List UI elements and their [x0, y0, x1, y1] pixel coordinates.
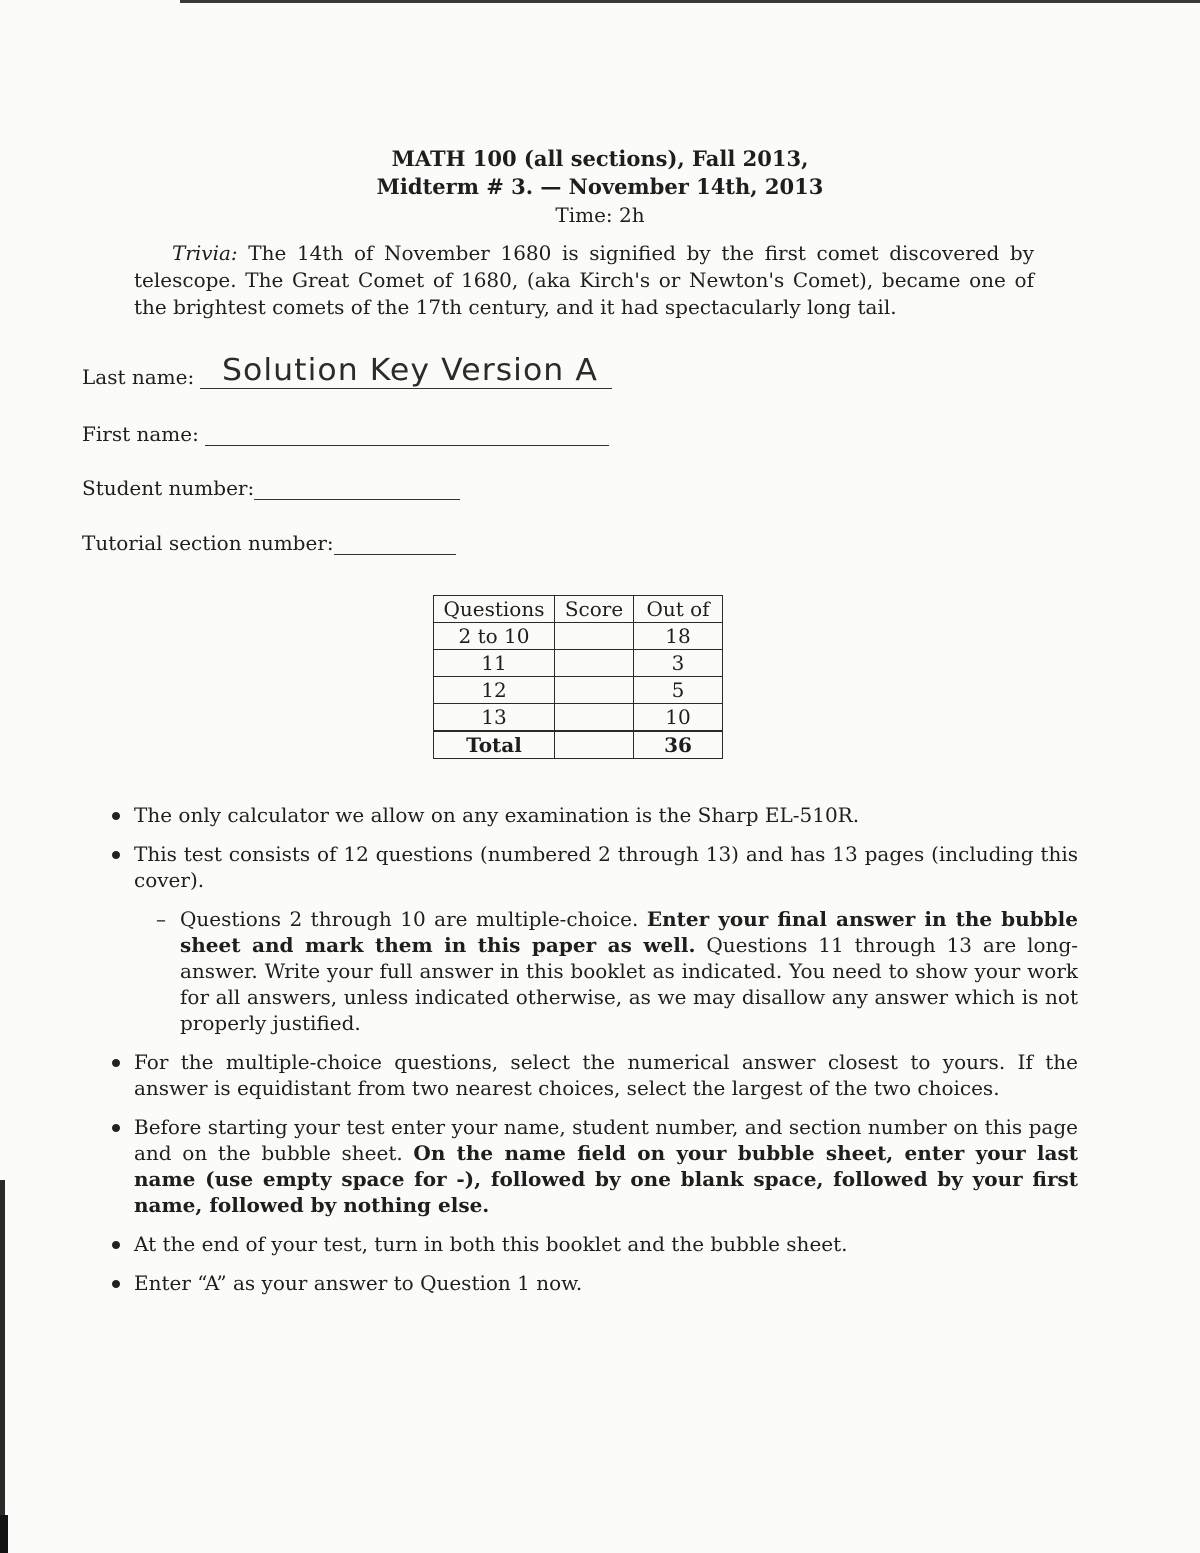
row-out-of: 10	[634, 704, 723, 732]
last-name-label: Last name:	[82, 365, 195, 389]
list-item	[108, 1114, 1078, 1218]
header-questions: Questions	[434, 596, 555, 623]
student-number-field	[82, 476, 460, 500]
row-score	[555, 704, 634, 732]
first-name-label: First name:	[82, 422, 199, 446]
row-score	[555, 623, 634, 650]
trivia-text: The 14th of November 1680 is signified by the first comet discovered by telescope. The Great Comet of 1680, (aka Kirch's or Newton's Comet), became one of the brightest comets of the 17th century, and it had spectacularly long tail.	[134, 241, 1034, 319]
table-row	[434, 704, 723, 732]
list-item	[108, 1049, 1078, 1101]
trivia-paragraph	[134, 240, 1034, 321]
bullet-icon	[112, 1241, 120, 1249]
bullet-icon	[112, 851, 120, 859]
sub-list-item	[134, 906, 1078, 1036]
instruction-calculator: The only calculator we allow on any examination is the Sharp EL-510R.	[134, 803, 860, 827]
instruction-turn-in: At the end of your test, turn in both this booklet and the bubble sheet.	[134, 1232, 848, 1256]
instruction-mc-a: Questions 2 through 10 are multiple-choice.	[180, 907, 647, 931]
instruction-name-a: Before starting your test enter your name, student number, and section number on this page and on the bubble sheet.	[134, 1115, 1078, 1165]
left-scan-mark	[0, 1515, 8, 1553]
first-name-field	[82, 422, 609, 446]
instructions-list	[108, 802, 1078, 1309]
table-row	[434, 623, 723, 650]
instruction-numerical-answer: For the multiple-choice questions, select the numerical answer closest to yours. If the answer is equidistant from two nearest choices, select the largest of the two choices.	[134, 1050, 1078, 1100]
row-questions: 2 to 10	[434, 623, 555, 650]
row-score	[555, 677, 634, 704]
row-questions: 12	[434, 677, 555, 704]
bullet-icon	[112, 812, 120, 820]
midterm-title: Midterm # 3. — November 14th, 2013	[376, 174, 824, 199]
tutorial-section-line[interactable]	[334, 532, 456, 555]
top-scan-rule	[180, 0, 1200, 3]
list-item	[108, 802, 1078, 828]
last-name-handwritten: Solution Key Version A	[222, 353, 599, 388]
header-score: Score	[555, 596, 634, 623]
bullet-icon	[112, 1124, 120, 1132]
total-label: Total	[434, 731, 555, 759]
first-name-line[interactable]	[205, 423, 609, 446]
dash-icon: –	[156, 907, 166, 931]
tutorial-section-field	[82, 531, 456, 555]
header-out-of: Out of	[634, 596, 723, 623]
score-table-header	[434, 596, 723, 623]
row-questions: 11	[434, 650, 555, 677]
student-number-line[interactable]	[254, 477, 460, 500]
last-name-field	[82, 353, 612, 389]
list-item	[108, 1270, 1078, 1296]
bullet-icon	[112, 1280, 120, 1288]
total-row	[434, 731, 723, 759]
total-score	[555, 731, 634, 759]
table-row	[434, 677, 723, 704]
list-item	[108, 841, 1078, 1036]
left-scan-edge	[0, 1180, 5, 1553]
last-name-line[interactable]	[200, 353, 612, 389]
score-table	[433, 595, 723, 759]
exam-header	[0, 145, 1200, 229]
instruction-test-structure: This test consists of 12 questions (numbered 2 through 13) and has 13 pages (including this cover).	[134, 842, 1078, 892]
time-limit: Time: 2h	[555, 203, 645, 227]
course-title: MATH 100 (all sections), Fall 2013,	[391, 146, 809, 171]
list-item	[108, 1231, 1078, 1257]
instruction-mc-bold: Enter your final answer in the bubble sheet and mark them in this paper as well.	[180, 907, 1078, 957]
trivia-label: Trivia:	[172, 241, 238, 265]
total-out-of: 36	[634, 731, 723, 759]
row-out-of: 5	[634, 677, 723, 704]
table-row	[434, 650, 723, 677]
row-out-of: 18	[634, 623, 723, 650]
row-score	[555, 650, 634, 677]
instruction-question-1: Enter “A” as your answer to Question 1 now.	[134, 1271, 583, 1295]
student-number-label: Student number:	[82, 476, 255, 500]
row-questions: 13	[434, 704, 555, 732]
bullet-icon	[112, 1059, 120, 1067]
instruction-name-bold: On the name field on your bubble sheet, enter your last name (use empty space for -), followed by one blank space, followed by your first name, followed by nothing else.	[134, 1141, 1078, 1217]
row-out-of: 3	[634, 650, 723, 677]
instruction-mc-b: Questions 11 through 13 are long-answer. Write your full answer in this booklet as indicated. You need to show your work for all answers, unless indicated otherwise, as we may disallow any answer which is not properly justified.	[180, 933, 1079, 1035]
tutorial-section-label: Tutorial section number:	[82, 531, 334, 555]
